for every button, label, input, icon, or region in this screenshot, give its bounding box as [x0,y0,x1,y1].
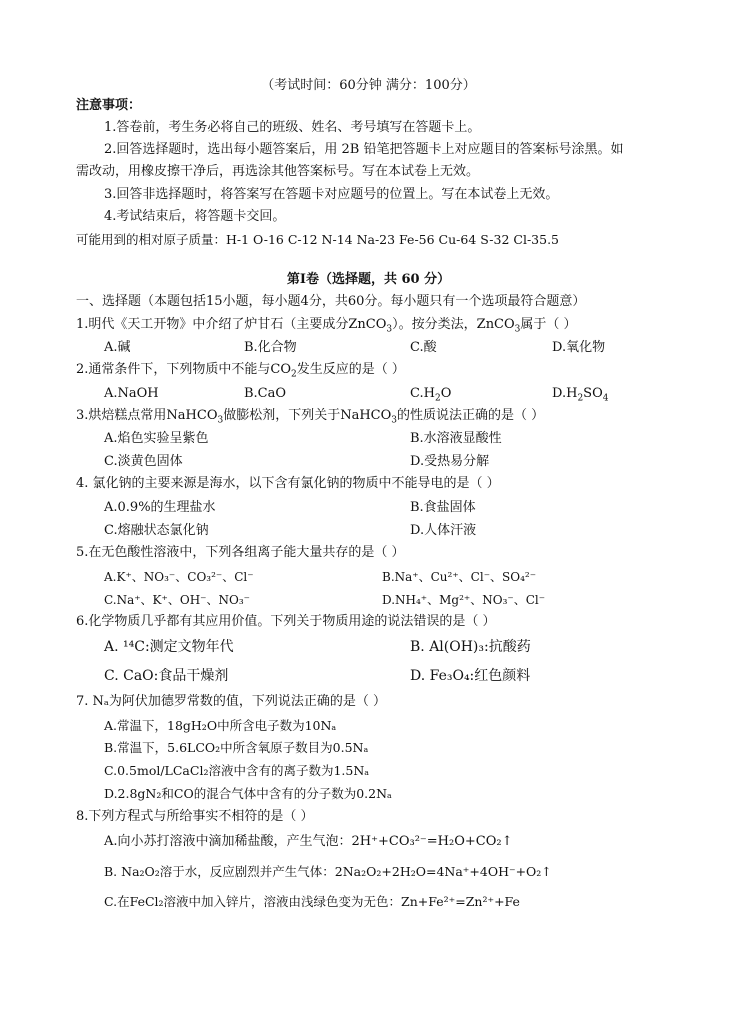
question-5-stem: 5.在无色酸性溶液中，下列各组离子能大量共存的是（ ） [76,545,405,560]
question-3-option-c: C.淡黄色固体 [104,454,183,469]
question-5-option-c: C.Na⁺、K⁺、OH⁻、NO₃⁻ [104,593,250,607]
question-2-option-c: $C.H_2O$ [410,386,452,404]
question-8-option-a: A.向小苏打溶液中滴加稀盐酸，产生气泡：2H⁺+CO₃²⁻=H₂O+CO₂↑ [104,834,513,849]
question-8-option-b: B. Na₂O₂溶于水，反应剧烈并产生气体：2Na₂O₂+2H₂O=4Na⁺+4OH⁻+O₂↑ [104,864,552,879]
question-8-stem: 8.下列方程式与所给事实不相符的是（ ） [76,809,314,824]
question-5-option-a: A.K⁺、NO₃⁻、CO₃²⁻、Cl⁻ [104,570,254,584]
part1-title: 第Ⅰ卷（选择题，共 60 分） [286,272,451,287]
question-6-stem: 6.化学物质几乎都有其应用价值。下列关于物质用途的说法错误的是（ ） [76,614,496,629]
atomic-mass-info: 可能用到的相对原子质量：H-1 O-16 C-12 N-14 Na-23 Fe-56 Cu-64 S-32 Cl-35.5 [76,232,560,247]
question-7-option-b: B.常温下，5.6LCO₂中所含氧原子数目为0.5Nₐ [104,740,369,755]
notice-item-1: 1.答卷前，考生务必将自己的班级、姓名、考号填写在答题卡上。 [104,120,481,135]
question-8-option-c: C.在FeCl₂溶液中加入锌片，溶液由浅绿色变为无色：Zn+Fe²⁺=Zn²⁺+Fe [104,894,520,909]
question-1-stem: 1.明代《天工开物》中介绍了炉甘石（主要成分ZnCO$_3$）。按分类法，ZnCO$_3$属于（ ） [76,317,577,335]
question-4-option-a: A.0.9%的生理盐水 [104,500,216,515]
question-7-option-d: D.2.8gN₂和CO的混合气体中含有的分子数为0.2Nₐ [104,786,392,801]
question-7-option-a: A.常温下，18gH₂O中所含电子数为10Nₐ [104,718,337,733]
question-3-option-a: A.焰色实验呈紫色 [104,431,209,446]
question-2-option-a: A.NaOH [104,386,159,401]
notice-item-3: 3.回答非选择题时，将答案写在答题卡对应题号的位置上。写在本试卷上无效。 [104,187,559,202]
question-6-option-b: B. Al(OH)₃:抗酸药 [410,639,531,655]
exam-time-info: （考试时间：60分钟 满分：100分） [261,78,476,93]
notice-item-2-cont: 需改动，用橡皮擦干净后，再选涂其他答案标号。写在本试卷上无效。 [76,164,480,179]
notice-title: 注意事项： [76,98,142,113]
question-1-option-d: D.氧化物 [552,340,606,355]
question-3-option-b: B.水溶液显酸性 [410,431,502,446]
question-2-stem: 2.通常条件下，下列物质中不能与$CO_2$发生反应的是（ ） [76,362,405,380]
question-4-option-c: C.熔融状态氯化钠 [104,523,209,538]
question-6-option-c: C. CaO:食品干燥剂 [104,668,229,684]
question-5-option-b: B.Na⁺、Cu²⁺、Cl⁻、SO₄²⁻ [382,570,537,584]
question-1-option-c: C.酸 [410,340,437,355]
question-6-option-a: A. ¹⁴C:测定文物年代 [104,639,234,655]
notice-item-2: 2.回答选择题时，选出每小题答案后，用 2B 铅笔把答题卡上对应题目的答案标号涂黑。如 [104,142,624,157]
question-1-option-b: B.化合物 [244,340,297,355]
question-5-option-d: D.NH₄⁺、Mg²⁺、NO₃⁻、Cl⁻ [382,593,546,607]
question-7-option-c: C.0.5mol/LCaCl₂溶液中含有的离子数为1.5Nₐ [104,763,370,778]
question-3-stem: 3.烘焙糕点常用NaHCO$_3$做膨松剂，下列关于NaHCO$_3$的性质说法正确的是（ ） [76,408,545,426]
question-2-option-d: $D.H_2SO_4$ [552,386,609,404]
question-4-stem: 4. 氯化钠的主要来源是海水，以下含有氯化钠的物质中不能导电的是（ ） [76,476,500,491]
question-3-option-d: D.受热易分解 [410,454,490,469]
question-1-option-a: A.碱 [104,340,131,355]
notice-item-4: 4.考试结束后，将答题卡交回。 [104,209,286,224]
question-7-stem: 7. Nₐ为阿伏加德罗常数的值，下列说法正确的是（ ） [76,694,387,709]
section-title: 一、选择题（本题包括15小题，每小题4分，共60分。每小题只有一个选项最符合题意） [76,294,586,309]
question-4-option-d: D.人体汗液 [410,523,477,538]
question-2-option-b: B.CaO [244,386,287,401]
question-6-option-d: D. Fe₃O₄:红色颜料 [410,668,531,684]
question-4-option-b: B.食盐固体 [410,500,476,515]
